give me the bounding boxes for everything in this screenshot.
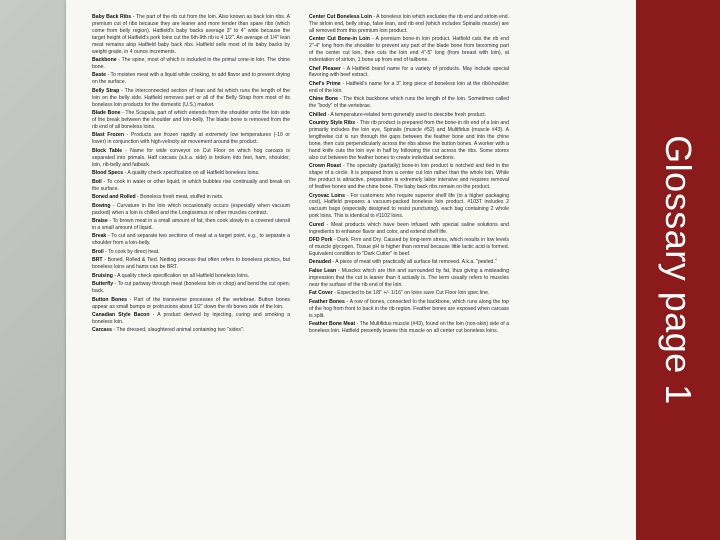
glossary-term: Crown Roast: [309, 163, 342, 170]
glossary-definition: - The dressed, slaughtered animal containing two "sides".: [112, 327, 245, 334]
glossary-definition: - Boned, Rolled & Tied. Netting process that often refers to boneless picnics, but boneless loins and hams can be BRT.: [92, 257, 290, 271]
glossary-term: Canadian Style Bacon: [92, 312, 150, 319]
glossary-entry: [92, 257, 290, 271]
glossary-entry: [92, 132, 290, 146]
glossary-term: Carcass: [92, 327, 113, 334]
glossary-definition: - A temperature-related term generally used to describe fresh product.: [326, 111, 487, 118]
glossary-definition: - Meat products which have been infused with special saline solutions and ingredients to enhance flavor and color, and extend shelf life.: [309, 221, 509, 235]
glossary-entry: [92, 14, 290, 55]
glossary-term: Blast Frozen: [92, 132, 125, 139]
glossary-definition: - The Scapula, part of which extends from the shoulder onto the loin side of the break between the shoulder and loin-belly. The blade bone is removed from the rib end of all boneless loins.: [92, 110, 290, 130]
glossary-term: DFD Pork: [309, 237, 333, 244]
glossary-definition: - The thick backbone which runs the length of the loin. Sometimes called the "body" of the vertebrae.: [309, 96, 509, 110]
glossary-term: Fat Cover: [309, 290, 333, 297]
glossary-term: Cured: [309, 221, 324, 228]
glossary-definition: - The specialty (partially) bone-in loin product is notched and tied in the shape of a circle. It is prepared from a center cut loin rather than the whole loin. While the product is attractive, preparation is extremely labor intensive and requires removal of feather bones and the chine bone. The baby back ribs remain on the product.: [309, 163, 509, 190]
glossary-entry: [92, 170, 290, 177]
glossary-entry: [309, 14, 509, 35]
glossary-term: Bowing: [92, 202, 111, 209]
glossary-entry: [309, 36, 509, 64]
glossary-entry: [309, 222, 509, 236]
glossary-term: Belly Strap: [92, 87, 120, 94]
glossary-entry: [309, 66, 509, 80]
glossary-definition: - Expected to be 1/8" +/- 1/16" on loins save Cut Floor loin spec line.: [332, 290, 490, 297]
glossary-term: Center Cut Bone-in Loin: [309, 36, 370, 43]
glossary-entry: [92, 72, 290, 86]
glossary-entry: [309, 268, 509, 289]
glossary-term: Button Bones: [92, 296, 127, 303]
glossary-entry: [92, 148, 290, 169]
glossary-entry: [309, 81, 509, 95]
glossary-term: Blade Bone: [92, 110, 121, 117]
glossary-left-column: [92, 14, 290, 540]
glossary-definition: - Part of the transverse processes of the vertebrae. Button bones appear as small bumps or protrusions about 1/2" down the rib bones side of the loin.: [92, 296, 290, 310]
glossary-entry: [92, 218, 290, 232]
glossary-term: Chef's Prime: [309, 80, 341, 87]
glossary-definition: - The part of the rib cut from the loin. Also known as back loin ribs. A premium cut of ribs because they are leaner and more tender than spare ribs (which come from belly region). Hatfield's baby backs average 3" to 4" wide because the target height of Hatfield's pork loins cut the 6th-9th rib is 4 1/2". An average of 1/4" lean meat remains atop Hatfield baby back ribs. Hatfield sells most of its baby backs by weight grade, in 4 ounce increments.: [92, 14, 290, 55]
glossary-term: Chef Pleaser: [309, 65, 341, 72]
glossary-entry: [92, 249, 290, 256]
glossary-term: Country Style Ribs: [309, 120, 356, 127]
glossary-entry: [309, 321, 509, 335]
glossary-definition: - For customers who require superior shelf life (in a higher packaging cost), Hatfield prepares a vacuum-packed boneless loin product. #103T includes 2 vacuum bags (especially designed to resist puncturing), each bag containing 2 whole pork loins. This is identical to #1102 loins.: [309, 192, 509, 220]
glossary-definition: - Products are frozen rapidly at extremely low temperatures (-10 or lower) in conjunction with high-velocity air movement around the product.: [92, 132, 290, 146]
glossary-entry: [92, 297, 290, 311]
glossary-definition: - To cook in water or other liquid, in which bubbles rise continually and break on the surface.: [92, 178, 290, 192]
glossary-definition: - A boneless loin which excludes the rib end and sirloin end. The sirloin end, belly strap, false lean, and rib end (which includes Spinalis muscle) are all removed from this premium loin product.: [309, 14, 509, 34]
glossary-definition: - This rib product is prepared from the bone-in rib end of a loin and primarily includes the loin eye, Spinalis (muscle #52) and Multifidus (muscle #43). A lengthwise cut is run through the gaps between the feather bone and into the chine bone, then cuts perpendicularly across the ribs above the button bones. A worker with a hand knife cuts the loin eye in half by following the cut across the ribs. Some stores also cut between the feather bones to create individual sections.: [309, 120, 509, 161]
glossary-term: Braise: [92, 218, 108, 224]
glossary-term: Backbone: [92, 57, 117, 64]
glossary-entry: [309, 259, 509, 266]
glossary-term: Block Table: [92, 147, 123, 154]
glossary-term: Center Cut Boneless Loin: [309, 14, 372, 20]
glossary-definition: - To cut partway through meat (boneless loin or chop) and bend the cut open, back.: [92, 281, 290, 295]
glossary-definition: - A product derived by injecting, curing and smoking a boneless loin.: [92, 312, 290, 325]
glossary-definition: - Muscles which are thin and surrounded by fat, thus giving a misleading impression that the cut is leaner than it actually is. The term usually refers to muscles near the surface of the rib end of the loin.: [309, 267, 509, 288]
glossary-entry: [309, 96, 509, 110]
glossary-definition: - Hatfield's name for a 3" long piece of boneless loin at the rib/shoulder end of the loin.: [309, 80, 509, 94]
glossary-entry: [92, 233, 290, 247]
glossary-term: Butterfly: [92, 281, 114, 288]
glossary-term: Baste: [92, 72, 107, 79]
glossary-entry: [92, 179, 290, 193]
glossary-right-column: [309, 14, 509, 540]
glossary-definition: - To moisten meat with a liquid while cooking, to add flavor and to prevent drying on the surface.: [92, 72, 290, 86]
glossary-term: Broil: [92, 248, 104, 255]
glossary-entry: [309, 112, 509, 119]
glossary-term: Bruising: [92, 272, 113, 279]
slide-title: Glossary page 1: [658, 135, 699, 405]
glossary-entry: [92, 327, 290, 334]
glossary-term: Denuded: [309, 259, 331, 266]
glossary-definition: - The Multifidus muscle (#43), found on the loin (non-skin) side of a boneless loin. Hatfield presently leaves this muscle on all center cut boneless loins.: [309, 321, 509, 334]
glossary-term: Feather Bone Meat: [309, 321, 356, 328]
glossary-term: Chine Bone: [309, 96, 338, 103]
glossary-term: False Lean: [309, 267, 337, 274]
glossary-entry: [309, 237, 509, 258]
glossary-entry: [92, 57, 290, 71]
glossary-term: Feather Bones: [309, 298, 345, 305]
glossary-entry: [309, 290, 509, 297]
glossary-term: Cryovac Loins: [309, 192, 345, 199]
glossary-definition: - A Hatfield brand name for a variety of products. May include special flavoring with beef extract.: [309, 65, 509, 79]
glossary-definition: - A row of bones, connected to the backbone, which runs along the top of the hog from front to back in the rib region. Feather bones are exposed when carcass is split.: [309, 298, 509, 319]
glossary-term: Boil: [92, 178, 102, 185]
glossary-entry: [309, 299, 509, 320]
glossary-term: Blood Specs: [92, 170, 124, 177]
glossary-definition: - Boneless fresh meat, stuffed in nets.: [135, 194, 224, 201]
glossary-entry: [92, 88, 290, 109]
glossary-entry: [309, 120, 509, 161]
glossary-entry: [92, 194, 290, 201]
glossary-definition: - Curvature in the loin which occasionally occurs (especially when vacuum packed) when a loin is chilled and the Longissimus or other muscles contract.: [92, 202, 290, 216]
glossary-entry: [92, 273, 290, 280]
glossary-definition: - To brown meat in a small amount of fat, then cook slowly in a covered utensil in a small amount of liquid.: [92, 218, 290, 231]
glossary-definition: - Dark, Firm and Dry. Caused by long-term stress, which results in low levels of muscle glycogen. Tissue pH is higher than normal because little lactic acid is formed. Equivalent condition to "Dark Cutter" in beef.: [309, 237, 509, 257]
glossary-definition: - To cut and separate two sections of meat at a target point, e.g., to separate a shoulder from a loin-belly.: [92, 233, 290, 247]
glossary-definition: - Name for wide conveyor on Cut Floor on which hog carcass is separated into primals. Half carcass (a.k.a. side) is broken into feet, ham, shoulder, loin, rib-belly and fatback.: [92, 147, 290, 168]
glossary-entry: [309, 163, 509, 191]
glossary-document-page: [66, 0, 636, 540]
glossary-entry: [92, 203, 290, 217]
glossary-term: BRT: [92, 257, 103, 264]
glossary-definition: - To cook by direct heat.: [103, 248, 160, 255]
glossary-term: Baby Back Ribs: [92, 14, 132, 20]
glossary-entry: [309, 193, 509, 221]
glossary-entry: [92, 281, 290, 295]
glossary-definition: - The spine, most of which is included in the primal cone-in loin. The chine bone.: [92, 57, 290, 70]
glossary-term: Chilled: [309, 111, 327, 118]
glossary-definition: - A premium bone-in loin product. Hatfield cuts the rib end 2"-4" long from the shoulder to prevent any part of the blade bone from becoming part of the center cut loin, then cuts the loin end 4"-5" long (from breast with loin), at indentation of sirloin, 1 bone up from end of tailbone.: [309, 36, 509, 64]
glossary-term: Boned and Rolled: [92, 194, 136, 201]
glossary-definition: - A piece of meat with practically all surface fat removed. A.k.a. "peeled.": [331, 259, 497, 266]
glossary-definition: - The interconnected section of lean and fat which runs the length of the loin on the belly side. Hatfield removes part or all of the Belly Strap from most of its boneless loin products for the domestic (U.S.) market.: [92, 87, 290, 108]
glossary-definition: - A quality check specification on all Hatfield boneless loins.: [112, 272, 250, 279]
glossary-entry: [92, 110, 290, 131]
glossary-definition: - A quality check specification on all Hatfield boneless loins.: [123, 170, 260, 177]
glossary-term: Break: [92, 233, 107, 240]
glossary-entry: [92, 312, 290, 326]
